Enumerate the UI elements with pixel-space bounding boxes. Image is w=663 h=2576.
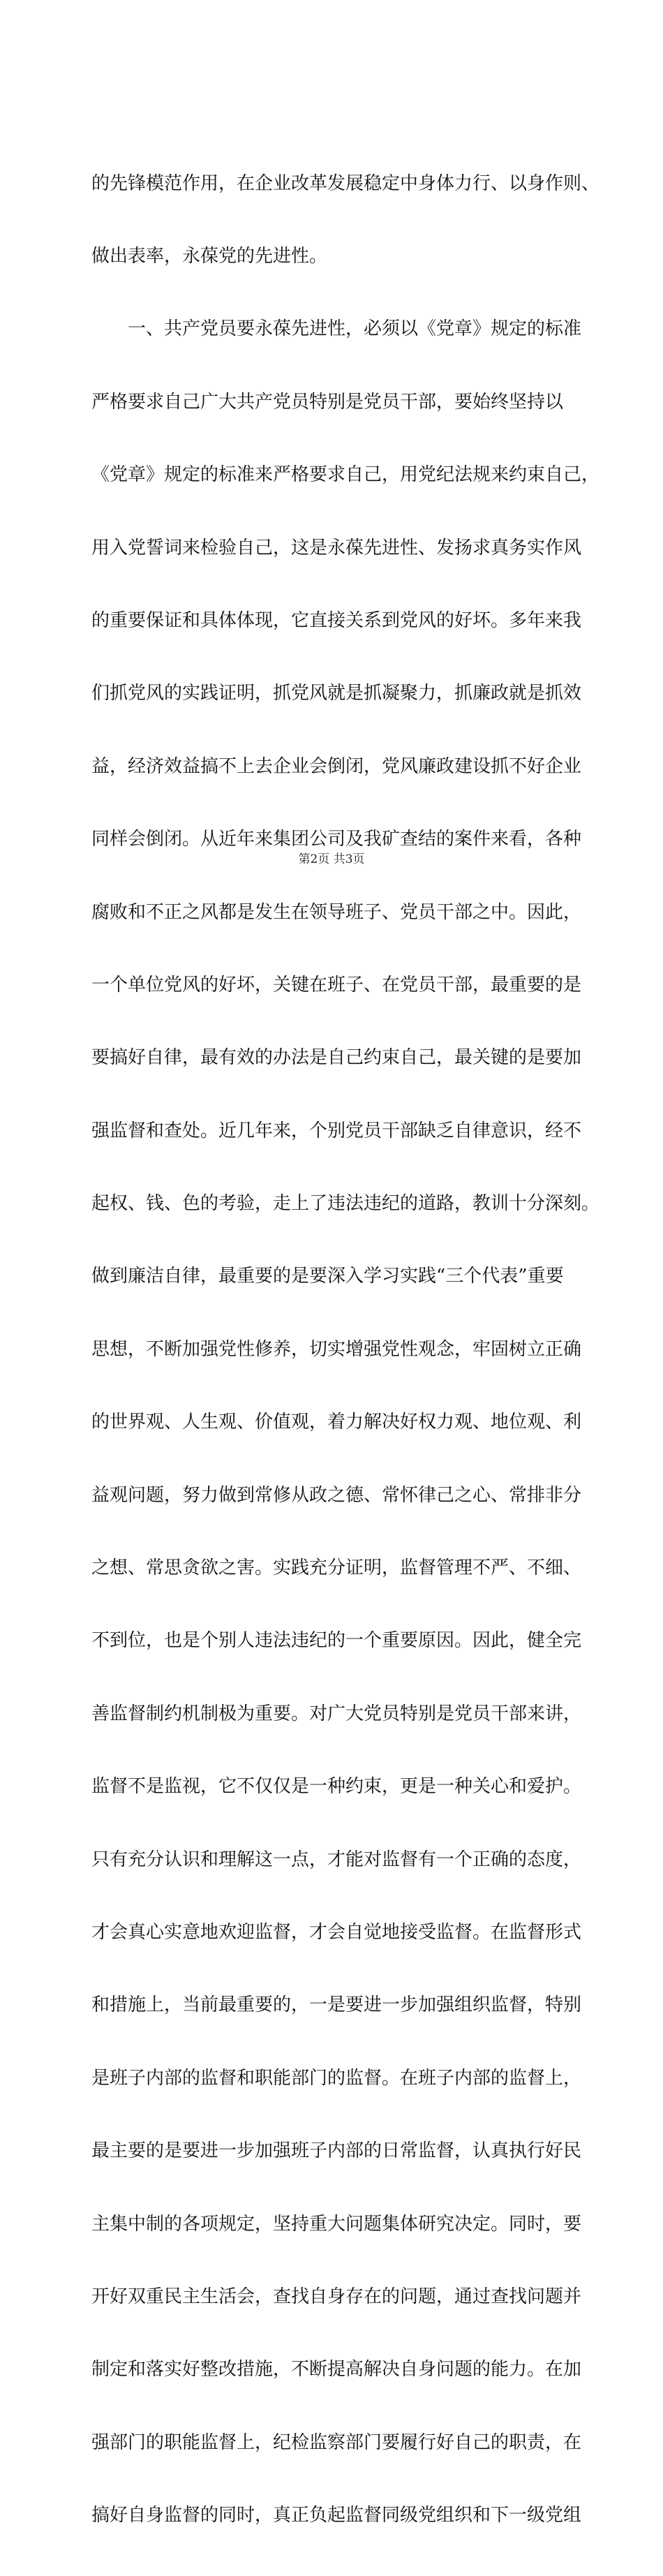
text-line: 才会真心实意地欢迎监督，才会自觉地接受监督。在监督形式 [91,1921,582,1943]
text-line: 的重要保证和具体体现，它直接关系到党风的好坏。多年来我 [91,609,582,631]
text-line: 之想、常思贪欲之害。实践充分证明，监督管理不严、不细、 [91,1557,582,1579]
text-line: 益，经济效益搞不上去企业会倒闭，党风廉政建设抓不好企业 [91,755,582,777]
text-line: 一、共产党员要永葆先进性，必须以《党章》规定的标准 [91,318,582,340]
text-line: 主集中制的各项规定，坚持重大问题集体研究决定。同时，要 [91,2213,582,2235]
text-line: 用入党誓词来检验自己，这是永葆先进性、发扬求真务实作风 [91,537,582,558]
text-line: 开好双重民主生活会，查找自身存在的问题，通过查找问题并 [91,2286,582,2307]
text-line: 搞好自身监督的同时，真正负起监督同级党组织和下一级党组 [91,2505,582,2526]
text-line: 强部门的职能监督上，纪检监察部门要履行好自己的职责，在 [91,2431,582,2453]
page-number-footer: 第2页 共3页 [298,852,365,866]
text-line: 不到位，也是个别人违法违纪的一个重要原因。因此，健全完 [91,1630,582,1652]
text-line: 做出表率，永葆党的先进性。 [91,245,328,267]
text-line: 的先锋模范作用，在企业改革发展稳定中身体力行、以身作则、 [91,172,600,194]
text-line: 强监督和查处。近几年来，个别党员干部缺乏自律意识，经不 [91,1120,582,1141]
text-line: 们抓党风的实践证明，抓党风就是抓凝聚力，抓廉政就是抓效 [91,683,582,704]
text-line: 起权、钱、色的考验，走上了违法违纪的道路，教训十分深刻。 [91,1193,600,1215]
text-line: 做到廉洁自律，最重要的是要深入学习实践“三个代表”重要 [91,1266,564,1287]
text-line: 只有充分认识和理解这一点，才能对监督有一个正确的态度， [91,1849,582,1870]
text-line: 一个单位党风的好坏，关键在班子、在党员干部，最重要的是 [91,974,582,995]
text-line: 最主要的是要进一步加强班子内部的日常监督，认真执行好民 [91,2140,582,2162]
body-text [91,123,600,2576]
text-line: 要搞好自律，最有效的办法是自己约束自己，最关键的是要加 [91,1047,582,1069]
text-line: 和措施上，当前最重要的，一是要进一步加强组织监督，特别 [91,1994,582,2016]
text-line: 监督不是监视，它不仅仅是一种约束，更是一种关心和爱护。 [91,1776,582,1798]
text-line: 腐败和不正之风都是发生在领导班子、党员干部之中。因此， [91,901,582,923]
text-line: 《党章》规定的标准来严格要求自己，用党纪法规来约束自己， [91,464,600,486]
text-line: 制定和落实好整改措施，不断提高解决自身问题的能力。在加 [91,2359,582,2381]
text-line: 思想，不断加强党性修养，切实增强党性观念，牢固树立正确 [91,1338,582,1360]
text-line: 的世界观、人生观、价值观，着力解决好权力观、地位观、利 [91,1412,582,1433]
text-line: 是班子内部的监督和职能部门的监督。在班子内部的监督上， [91,2067,582,2089]
text-line: 益观问题，努力做到常修从政之德、常怀律己之心、常排非分 [91,1484,582,1506]
text-line: 严格要求自己广大共产党员特别是党员干部，要始终坚持以 [91,391,564,413]
text-line: 善监督制约机制极为重要。对广大党员特别是党员干部来讲， [91,1703,582,1724]
text-line: 同样会倒闭。从近年来集团公司及我矿查结的案件来看，各种 [91,829,582,850]
